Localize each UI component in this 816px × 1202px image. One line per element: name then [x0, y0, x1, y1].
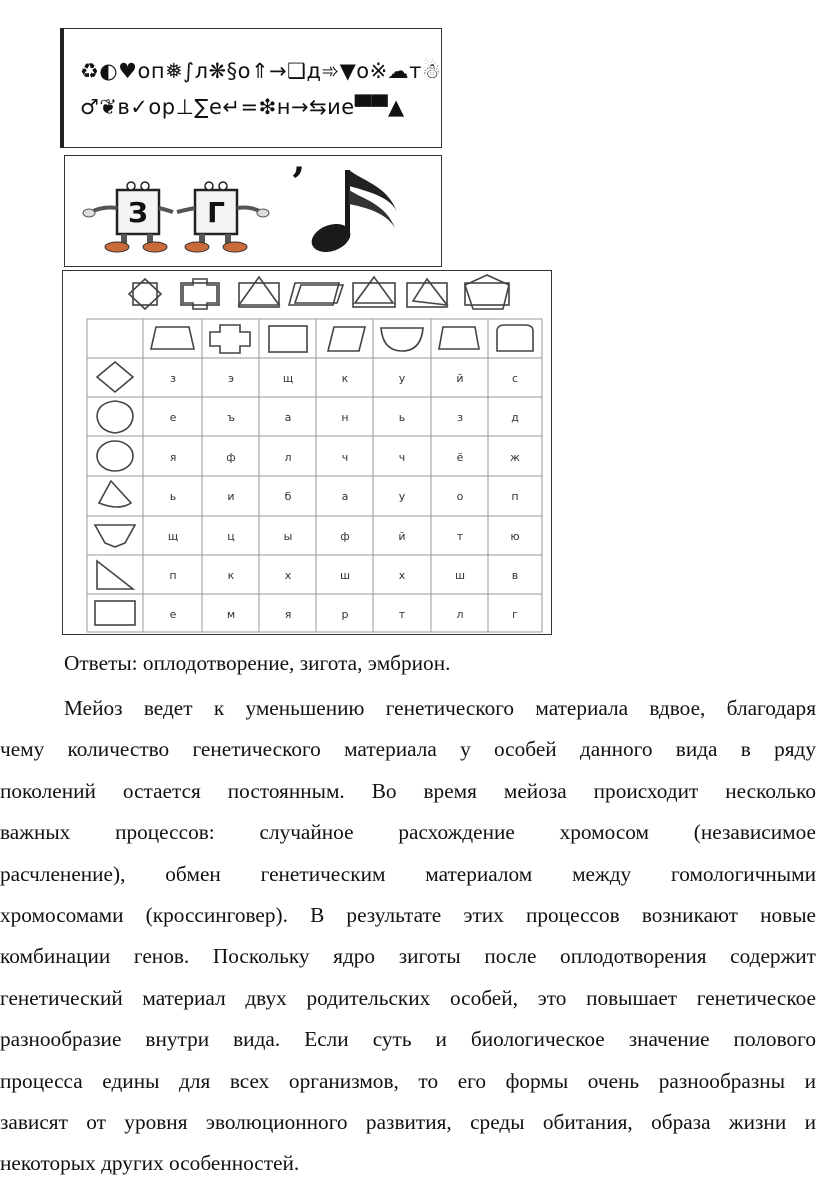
- grid-cell-letter: и: [227, 490, 235, 503]
- grid-cell-letter: ф: [226, 451, 236, 464]
- grid-cell-letter: л: [284, 451, 292, 464]
- grid-cell-letter: ч: [341, 451, 349, 464]
- grid-cell-letter: ц: [227, 530, 235, 543]
- grid-cell-letter: п: [169, 569, 177, 582]
- grid-cell-letter: ж: [510, 451, 520, 464]
- rounded-diamond-shape: [97, 401, 133, 433]
- paragraph-line: поколений остается постоянным. Во время мейоза происходит несколько: [0, 778, 816, 803]
- row-header-shapes: [95, 362, 135, 625]
- grid-cell-letter: т: [456, 530, 464, 543]
- answers-line: Ответы: оплодотворение, зигота, эмбрион.: [64, 651, 451, 675]
- diamond-shape: [97, 362, 133, 392]
- grid-cell-letter: б: [284, 490, 292, 503]
- paragraph-line: зависят от уровня эволюционного развития, среды обитания, образа жизни и: [0, 1110, 816, 1134]
- trapezoid-shape: [151, 327, 194, 349]
- grid-cell-letter: к: [341, 372, 349, 385]
- grid-figure: [63, 271, 551, 634]
- rebus-letter-2: Г: [207, 196, 225, 229]
- grid-cell-letter: ь: [398, 411, 406, 424]
- grid-cell-letter: х: [398, 569, 406, 582]
- paragraph-line: Мейоз ведет к уменьшению генетического материала вдвое, благодаря: [64, 696, 816, 720]
- grid-cell-letter: щ: [167, 530, 179, 543]
- paragraph-line: некоторых других особенностей.: [0, 1151, 300, 1176]
- rebus-apostrophe: ’: [291, 159, 305, 206]
- grid-cell-letter: з: [457, 411, 463, 424]
- grid-cell-letter: й: [398, 530, 406, 543]
- cross-shape: [210, 325, 250, 353]
- grid-cell-letter: у: [398, 490, 406, 503]
- grid-cell-letter: г: [512, 608, 518, 621]
- cone-shape: [99, 481, 131, 507]
- rebus-letter-1: З: [128, 196, 148, 229]
- paragraph-line: генетический материал двух родительских особей, это повышает генетическое: [0, 985, 816, 1010]
- semicircle-shape: [381, 328, 423, 351]
- cipher-line-1: ♻◐♥оп❅∫л❋§о⇑→❑д➾▼о※☁т☃: [80, 59, 442, 83]
- rebus-illustration: [65, 156, 441, 266]
- paragraph-line: расчленение), обмен генетическим материалом между гомологичными: [0, 861, 816, 886]
- grid-cell-letter: е: [169, 411, 177, 424]
- grid-cell-letter: м: [226, 608, 236, 621]
- pentagon-shape: [95, 525, 135, 547]
- grid-cell-letter: я: [169, 451, 177, 464]
- grid-cell-letter: а: [284, 411, 292, 424]
- grid-cell-letter: у: [398, 372, 406, 385]
- grid-cell-letter: х: [284, 569, 292, 582]
- grid-cell-letter: в: [511, 569, 519, 582]
- grid-cell-letter: я: [284, 608, 292, 621]
- grid-cell-letter: ъ: [227, 411, 235, 424]
- grid-cell-letter: з: [170, 372, 176, 385]
- letter-character-1: [83, 182, 173, 252]
- grid-cell-letter: а: [341, 490, 349, 503]
- cipher-line-2: ♂❦в✓ор⊥∑е↵=❇н→⇆ие▀▀▲: [80, 95, 405, 119]
- paragraph-line: хромосомами (кроссинговер). В результате этих процессов возникают новые: [0, 903, 816, 927]
- rounded-shape: [497, 325, 533, 351]
- grid-cell-letter: т: [398, 608, 406, 621]
- rebus-box: [64, 155, 442, 267]
- paragraph-line: процесса едины для всех организмов, то его формы очень разнообразны и: [0, 1068, 816, 1093]
- cipher-box: [60, 28, 442, 148]
- column-header-shapes: [151, 325, 533, 353]
- grid-cell-letter: к: [227, 569, 235, 582]
- grid-cell-letter: ь: [169, 490, 177, 503]
- grid-letters: [168, 372, 520, 621]
- letter-character-2: [177, 182, 269, 252]
- grid-cell-letter: ю: [510, 530, 520, 543]
- right-triangle-shape: [97, 561, 133, 589]
- grid-cell-letter: д: [511, 411, 519, 424]
- grid-cell-letter: ё: [456, 451, 464, 464]
- paragraph-line: разнообразие внутри вида. Если суть и биологическое значение полового: [0, 1027, 816, 1052]
- grid-cell-letter: с: [511, 372, 519, 385]
- music-note-icon: [308, 170, 397, 257]
- parallelogram-shape: [328, 327, 365, 351]
- grid-cell-letter: щ: [282, 372, 294, 385]
- grid-cell-letter: л: [456, 608, 464, 621]
- combined-shapes-row: [129, 275, 509, 309]
- grid-lines: [87, 319, 542, 632]
- paragraph-line: важных процессов: случайное расхождение хромосом (независимое: [0, 820, 816, 845]
- grid-cell-letter: п: [511, 490, 519, 503]
- grid-cell-letter: э: [227, 372, 235, 385]
- grid-cell-letter: е: [169, 608, 177, 621]
- paragraph-line: чему количество генетического материала у особей данного вида в ряду: [0, 737, 816, 762]
- grid-cell-letter: ш: [454, 569, 466, 582]
- rectangle-shape: [95, 601, 135, 625]
- grid-cell-letter: о: [456, 490, 464, 503]
- grid-cell-letter: ш: [339, 569, 351, 582]
- grid-cell-letter: ч: [398, 451, 406, 464]
- trapezoid-shape-2: [439, 327, 479, 349]
- grid-cell-letter: ф: [340, 530, 350, 543]
- circle-shape: [97, 441, 133, 471]
- shape-cipher-grid: [62, 270, 552, 635]
- grid-cell-letter: ы: [283, 530, 293, 543]
- square-shape: [269, 326, 307, 352]
- grid-cell-letter: р: [341, 608, 349, 621]
- grid-cell-letter: й: [456, 372, 464, 385]
- grid-cell-letter: н: [341, 411, 349, 424]
- paragraph-line: комбинации генов. Поскольку ядро зиготы после оплодотворения содержит: [0, 944, 816, 969]
